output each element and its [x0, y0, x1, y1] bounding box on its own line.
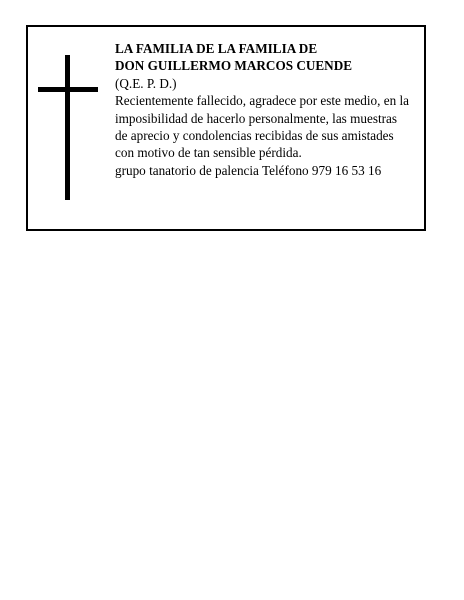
notice-body-line-4: con motivo de tan sensible pérdida. [115, 145, 302, 161]
obituary-notice [26, 25, 426, 231]
cross-vertical-bar [65, 55, 70, 200]
rip-abbreviation: (Q.E. P. D.) [115, 75, 177, 91]
cross-horizontal-bar [38, 87, 98, 92]
contact-line: grupo tanatorio de palencia Teléfono 979 16 53 16 [115, 162, 382, 178]
notice-body-line-3: de aprecio y condolencias recibidas de sus amistades [115, 128, 394, 144]
deceased-name: DON GUILLERMO MARCOS CUENDE [115, 58, 353, 74]
notice-body-line-1: Recientemente fallecido, agradece por este medio, en la [115, 93, 410, 109]
notice-text [115, 40, 425, 179]
cross-icon [38, 55, 98, 200]
notice-body-line-2: imposibilidad de hacerlo personalmente, las muestras [115, 110, 397, 126]
notice-heading-line-1: LA FAMILIA DE LA FAMILIA DE [115, 41, 318, 56]
